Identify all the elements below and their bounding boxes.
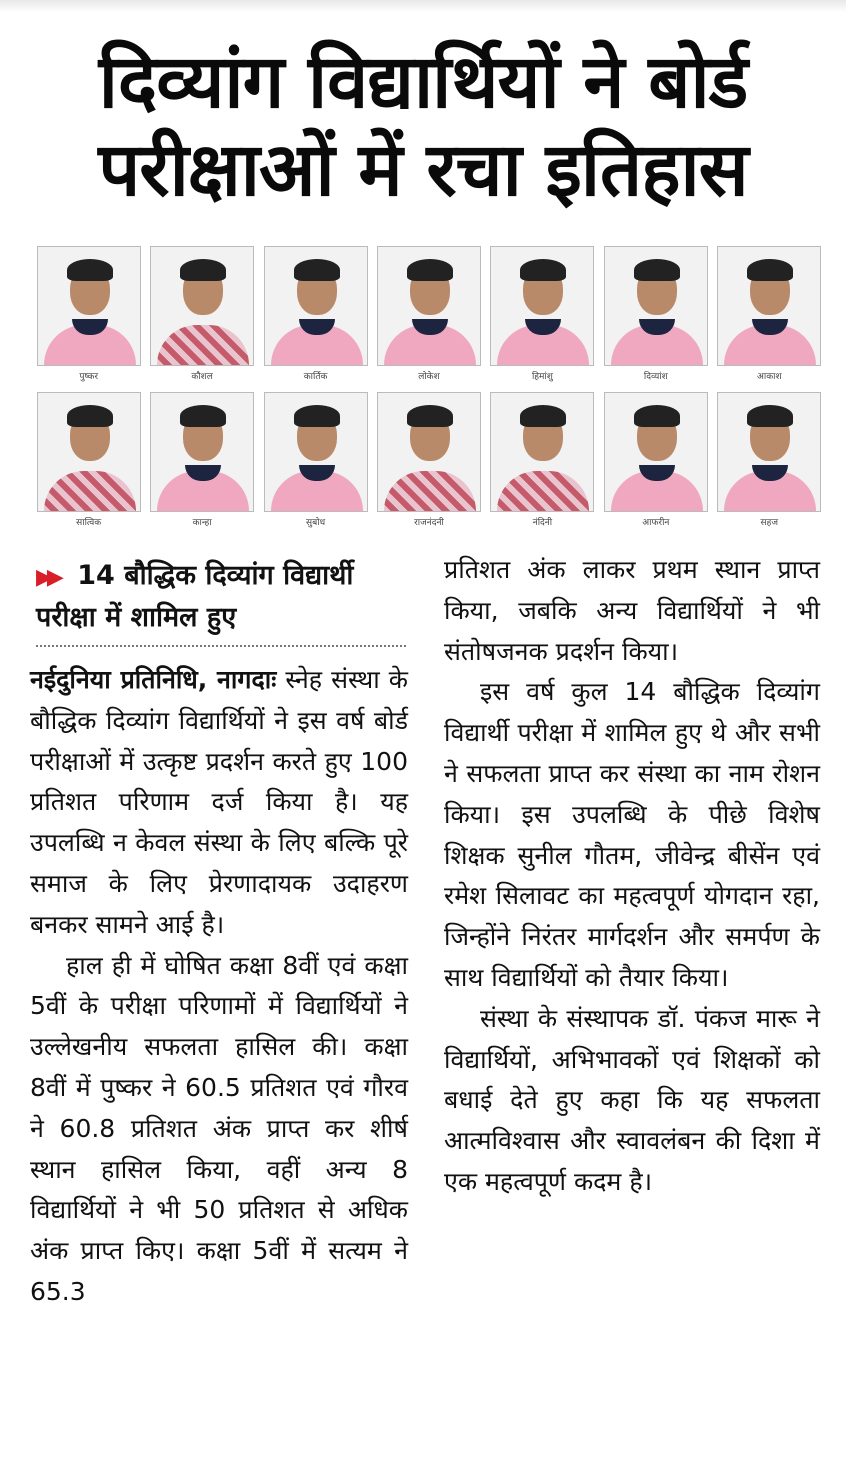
student-photo (717, 392, 821, 512)
byline: नईदुनिया प्रतिनिधि, नागदाः (30, 665, 277, 694)
dotted-divider (36, 645, 406, 647)
photo-cell (603, 392, 708, 534)
top-strip (0, 0, 846, 12)
article-paragraph: प्रतिशत अंक लाकर प्रथम स्थान प्राप्त किया, जबकि अन्य विद्यार्थियों ने भी संतोषजनक प्रदर्शन किया। (444, 555, 820, 666)
photo-caption: कान्हा (192, 518, 212, 528)
paragraph-text: स्नेह संस्था के बौद्धिक दिव्यांग विद्यार्थियों ने इस वर्ष बोर्ड परीक्षाओं में उत्कृष्ट प्रदर्शन करते हुए 100 प्रतिशत परिणाम दर्ज किया है। यह उपलब्धि न केवल संस्था के लिए बल्कि पूरे समाज के लिए प्रेरणादायक उदाहरण बनकर सामने आई है। (30, 665, 409, 939)
article-column-right (444, 550, 820, 1203)
photo-caption: नंदिनी (532, 518, 553, 528)
photo-cell (603, 246, 708, 388)
photo-cell (490, 392, 595, 534)
photo-cell (376, 392, 481, 534)
student-photo (377, 246, 481, 366)
student-photo (264, 392, 368, 512)
article-paragraph: संस्था के संस्थापक डॉ. पंकज मारू ने विद्यार्थियों, अभिभावकों एवं शिक्षकों को बधाई देते हुए कहा कि यह सफलता आत्मविश्वास और स्वावलंबन की दिशा में एक महत्वपूर्ण कदम है। (444, 1003, 820, 1196)
photo-caption: लोकेश (418, 372, 440, 382)
photo-cell (263, 392, 368, 534)
student-photo (37, 246, 141, 366)
photo-caption: सुबोध (306, 518, 326, 528)
student-photo (150, 246, 254, 366)
student-photo (150, 392, 254, 512)
article-paragraph: इस वर्ष कुल 14 बौद्धिक दिव्यांग विद्यार्थी परीक्षा में शामिल हुए थे और सभी ने सफलता प्राप्त कर संस्था का नाम रोशन किया। इस उपलब्धि के पीछे विशेष शिक्षक सुनील गौतम, जीवेन्द्र बीसेंन एवं रमेश सिलावट का महत्वपूर्ण योगदान रहा, जिन्होंने निरंतर मार्गदर्शन और समर्पण के साथ विद्यार्थियों को तैयार किया। (444, 677, 820, 992)
photo-caption: आफरीन (642, 518, 670, 528)
photo-caption: कार्तिक (303, 372, 328, 382)
photo-cell (717, 392, 822, 534)
student-photo (37, 392, 141, 512)
subheading-text: 14 बौद्धिक दिव्यांग विद्यार्थी परीक्षा में शामिल हुए (36, 560, 354, 633)
headline-line-1: दिव्यांग विद्यार्थियों ने बोर्ड (98, 39, 748, 125)
article-column-left (30, 660, 408, 1313)
article-paragraph (30, 660, 408, 946)
photo-caption: कौशल (191, 372, 213, 382)
student-photo (490, 246, 594, 366)
article-paragraph: हाल ही में घोषित कक्षा 8वीं एवं कक्षा 5वीं के परीक्षा परिणामों में विद्यार्थियों ने उल्लेखनीय सफलता हासिल की। कक्षा 8वीं में पुष्कर ने 60.5 प्रतिशत एवं गौरव ने 60.8 प्रतिशत अंक प्राप्त कर शीर्ष स्थान हासिल किया, वहीं अन्य 8 विद्यार्थियों ने भी 50 प्रतिशत से अधिक अंक प्राप्त किए। कक्षा 5वीं में सत्यम ने 65.3 (30, 950, 408, 1306)
double-arrow-icon: ▶▶ (36, 565, 58, 590)
photo-caption: हिमांशु (531, 372, 553, 382)
photo-caption: सात्विक (76, 518, 102, 528)
photo-caption: सहज (760, 518, 779, 528)
photo-cell (490, 246, 595, 388)
student-photo (490, 392, 594, 512)
student-photo (604, 392, 708, 512)
photo-cell (263, 246, 368, 388)
photo-cell (36, 392, 141, 534)
headline (20, 38, 826, 214)
photo-caption: पुष्कर (79, 372, 99, 382)
photo-cell (36, 246, 141, 388)
subheading (36, 556, 406, 638)
photo-caption: आकाश (757, 372, 782, 382)
photo-caption: दिव्यांश (643, 372, 668, 382)
student-photo (604, 246, 708, 366)
student-photo (377, 392, 481, 512)
headline-line-2: परीक्षाओं में रचा इतिहास (98, 127, 748, 213)
photo-cell (717, 246, 822, 388)
photo-cell (149, 246, 254, 388)
photo-cell (149, 392, 254, 534)
photo-grid (36, 246, 822, 534)
photo-caption: राजनंदनी (414, 518, 444, 528)
photo-cell (376, 246, 481, 388)
student-photo (264, 246, 368, 366)
student-photo (717, 246, 821, 366)
